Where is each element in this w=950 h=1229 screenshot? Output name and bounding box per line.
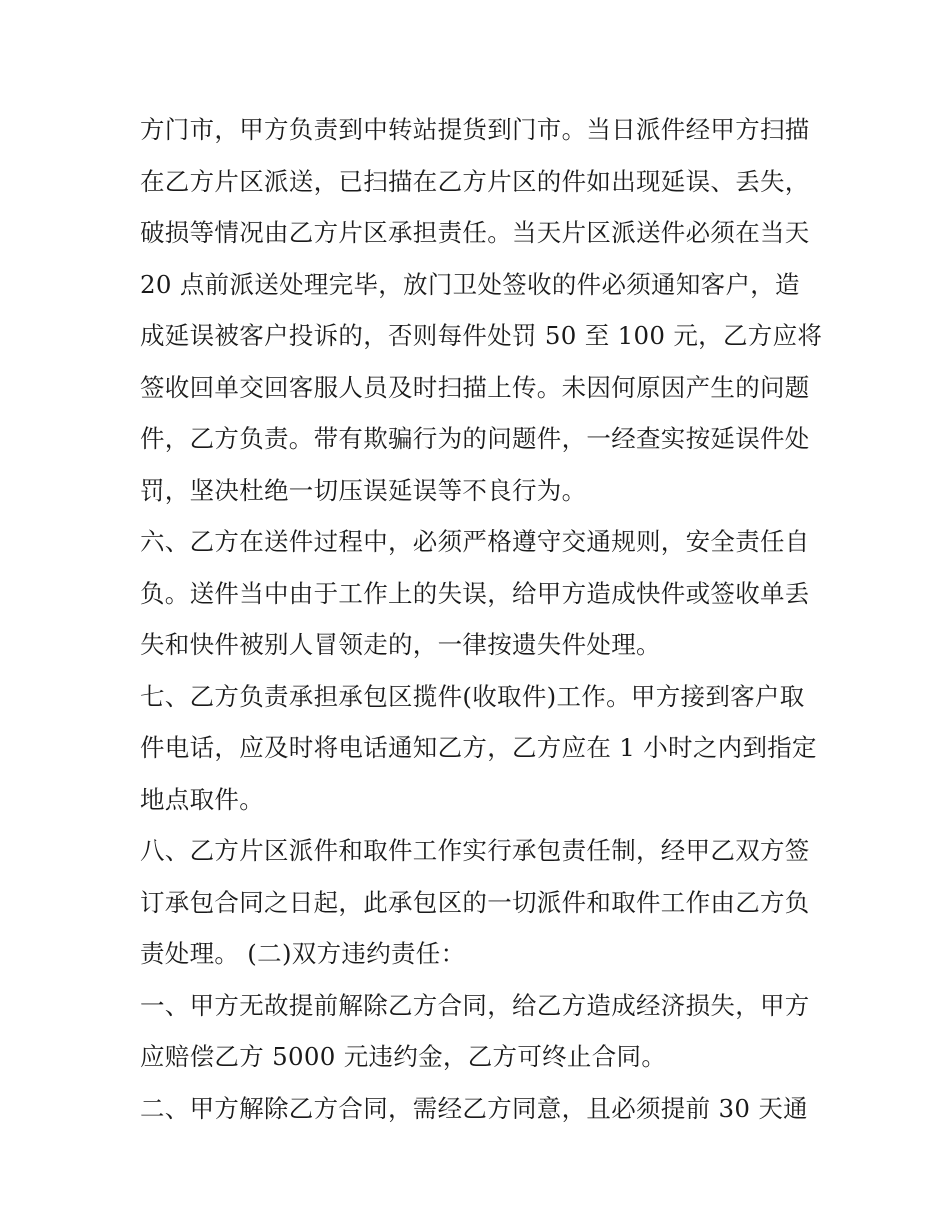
text-line: 罚，坚决杜绝一切压误延误等不良行为。 xyxy=(140,475,587,505)
text-line: 签收回单交回客服人员及时扫描上传。未因何原因产生的问题 xyxy=(140,372,810,402)
clause-eight-line: 八、乙方片区派件和取件工作实行承包责任制，经甲乙双方签 xyxy=(140,836,810,865)
text-line: 应赔偿乙方 5000 元违约金，乙方可终止合同。 xyxy=(140,1042,667,1071)
clause-seven-line: 七、乙方负责承担承包区揽件(收取件)工作。甲方接到客户取 xyxy=(140,681,805,711)
text-line: 20 点前派送处理完毕，放门卫处签收的件必须通知客户，造 xyxy=(140,269,800,299)
text-line: 成延误被客户投诉的，否则每件处罚 50 至 100 元，乙方应将 xyxy=(140,321,823,350)
text-line: 件电话，应及时将电话通知乙方，乙方应在 1 小时之内到指定 xyxy=(140,733,817,762)
text-line: 地点取件。 xyxy=(140,784,264,814)
contract-text-body xyxy=(140,108,823,1138)
text-line: 在乙方片区派送，已扫描在乙方片区的件如出现延误、丢失， xyxy=(140,166,810,196)
text-line: 责处理。 (二)双方违约责任： xyxy=(140,939,466,968)
text-line: 失和快件被别人冒领走的，一律按遗失件处理。 xyxy=(140,630,661,659)
text-line: 订承包合同之日起，此承包区的一切派件和取件工作由乙方负 xyxy=(140,887,810,917)
text-line: 负。送件当中由于工作上的失误，给甲方造成快件或签收单丢 xyxy=(140,578,810,608)
clause-six-line: 六、乙方在送件过程中，必须严格遵守交通规则，安全责任自 xyxy=(140,527,810,556)
text-line: 方门市，甲方负责到中转站提货到门市。当日派件经甲方扫描 xyxy=(140,115,810,144)
breach-clause-two-line: 二、甲方解除乙方合同，需经乙方同意，且必须提前 30 天通 xyxy=(140,1093,808,1123)
text-line: 件，乙方负责。带有欺骗行为的问题件，一经查实按延误件处 xyxy=(140,424,810,453)
breach-clause-one-line: 一、甲方无故提前解除乙方合同，给乙方造成经济损失，甲方 xyxy=(140,990,810,1020)
text-line: 破损等情况由乙方片区承担责任。当天片区派送件必须在当天 xyxy=(140,218,810,247)
